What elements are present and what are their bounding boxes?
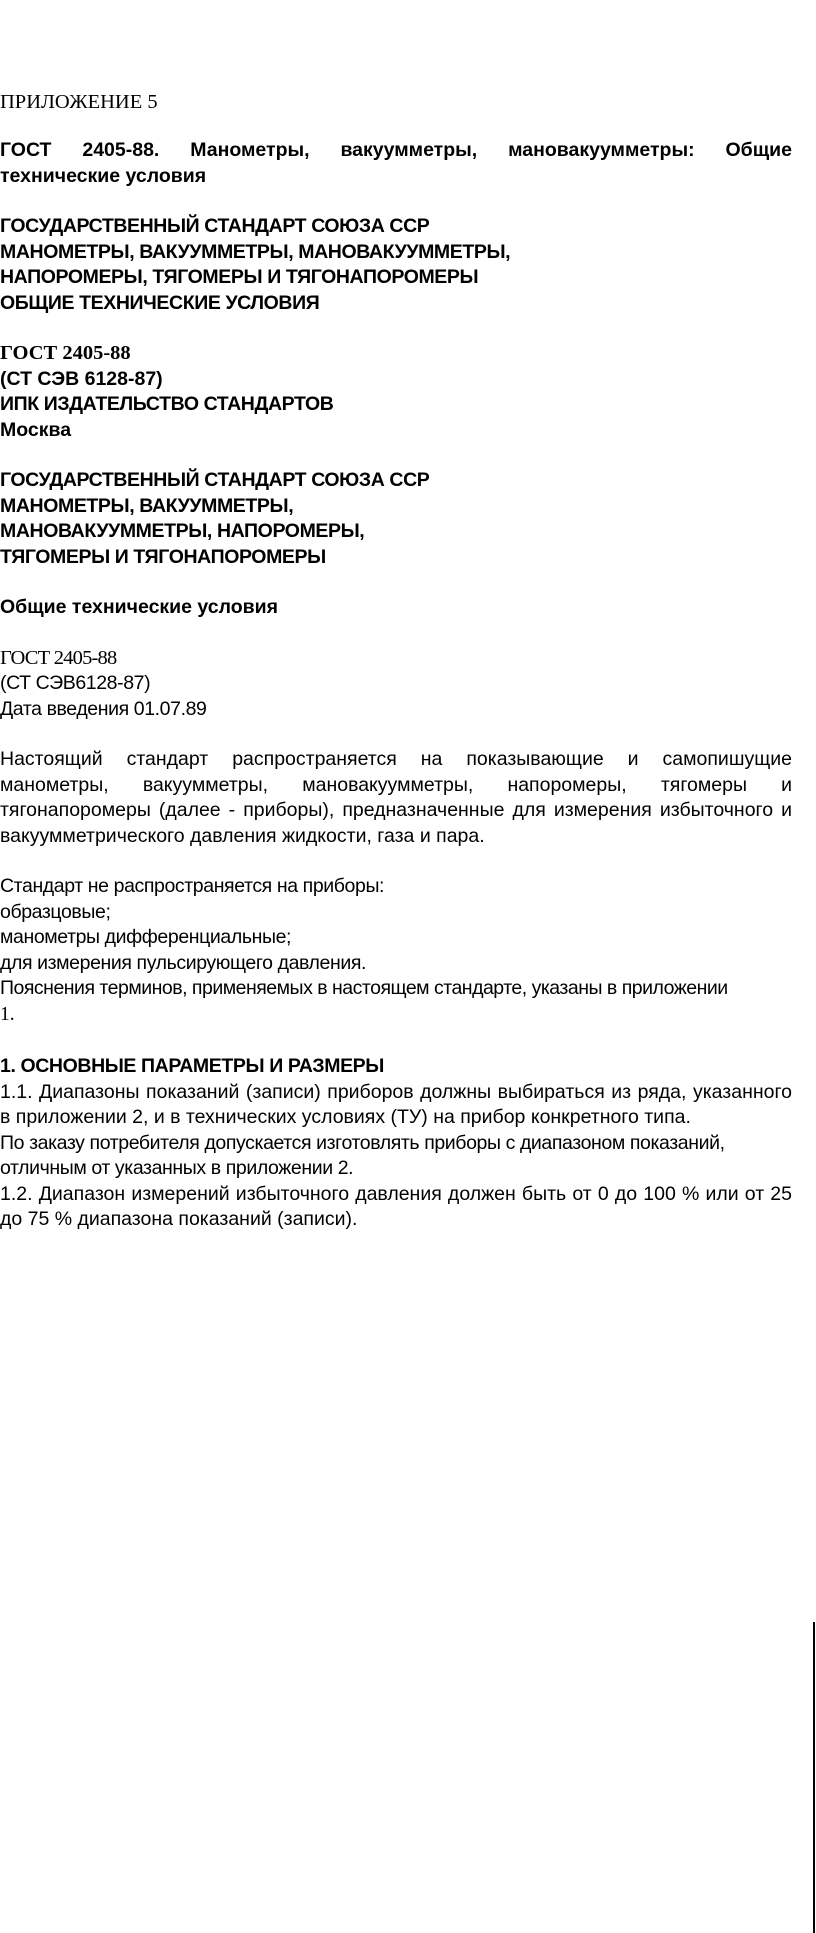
- standard-gost-number: ГОСТ 2405-88: [0, 646, 117, 669]
- document-heading: [0, 138, 792, 189]
- standard-title-line: ГОСУДАРСТВЕННЫЙ СТАНДАРТ СОЮЗА ССР: [0, 469, 430, 491]
- exclusions-block: [0, 874, 792, 1027]
- standard-info: [0, 646, 792, 723]
- terms-note: Пояснения терминов, применяемых в настоящем стандарте, указаны в приложении: [0, 977, 728, 999]
- document-heading-line-1: ГОСТ 2405-88. Манометры, вакуумметры, мановакуумметры: Общие: [0, 139, 792, 161]
- section-1-heading: 1. ОСНОВНЫЕ ПАРАМЕТРЫ И РАЗМЕРЫ: [0, 1055, 384, 1077]
- clause-1-1-note: По заказу потребителя допускается изготовлять приборы с диапазоном показаний, отличным от указанных в приложении 2.: [0, 1131, 725, 1179]
- document-heading-line-2: технические условия: [0, 164, 207, 187]
- scope-paragraph: Настоящий стандарт распространяется на показывающие и самопишущие манометры, вакуумметры, мановакуумметры, напоромеры, тягомеры и тягонапоромеры (далее - приборы), предназначенные для измерения избыточного и вакуумметрического давления жидкости, газа и пара.: [0, 748, 792, 847]
- cover-title-line: ОБЩИЕ ТЕХНИЧЕСКИЕ УСЛОВИЯ: [0, 291, 320, 314]
- appendix-label: ПРИЛОЖЕНИЕ 5: [0, 91, 158, 113]
- standard-subtitle: Общие технические условия: [0, 596, 279, 618]
- exclusions-intro: Стандарт не распространяется на приборы:: [0, 875, 385, 897]
- standard-title-line: МАНОВАКУУММЕТРЫ, НАПОРОМЕРЫ,: [0, 520, 365, 542]
- cover-title-line: МАНОМЕТРЫ, ВАКУУММЕТРЫ, МАНОВАКУУММЕТРЫ,: [0, 240, 511, 263]
- document-page: [0, 88, 792, 1233]
- standard-title-line: МАНОМЕТРЫ, ВАКУУММЕТРЫ,: [0, 494, 294, 517]
- section-1: [0, 1054, 792, 1233]
- cover-gost-number: ГОСТ 2405-88: [0, 342, 131, 364]
- page-edge-line: [813, 1622, 815, 1933]
- cover-title-line: НАПОРОМЕРЫ, ТЯГОМЕРЫ И ТЯГОНАПОРОМЕРЫ: [0, 266, 479, 288]
- clause-1-1: 1.1. Диапазоны показаний (записи) приборов должны выбираться из ряда, указанного в приложении 2, и в технических условиях (ТУ) на прибор конкретного типа.: [0, 1080, 792, 1128]
- exclusion-item: манометры дифференциальные;: [0, 926, 292, 948]
- cover-sev-number: (СТ СЭВ 6128-87): [0, 367, 163, 390]
- clause-1-2: 1.2. Диапазон измерений избыточного давления должен быть от 0 до 100 % или от 25 до 75 % диапазона показаний (записи).: [0, 1182, 792, 1230]
- introduction-date: Дата введения 01.07.89: [0, 697, 207, 720]
- cover-city: Москва: [0, 418, 72, 441]
- cover-publisher: ИПК ИЗДАТЕЛЬСТВО СТАНДАРТОВ: [0, 393, 334, 415]
- terms-note-continuation: 1.: [0, 1003, 15, 1025]
- exclusion-item: образцовые;: [0, 900, 111, 923]
- cover-publication-info: [0, 341, 792, 443]
- cover-title-line: ГОСУДАРСТВЕННЫЙ СТАНДАРТ СОЮЗА ССР: [0, 215, 430, 237]
- cover-title: [0, 214, 792, 316]
- standard-title-line: ТЯГОМЕРЫ И ТЯГОНАПОРОМЕРЫ: [0, 545, 326, 568]
- exclusion-item: для измерения пульсирующего давления.: [0, 951, 367, 974]
- standard-sev-number: (СТ СЭВ6128-87): [0, 672, 151, 694]
- standard-title-block: [0, 468, 792, 570]
